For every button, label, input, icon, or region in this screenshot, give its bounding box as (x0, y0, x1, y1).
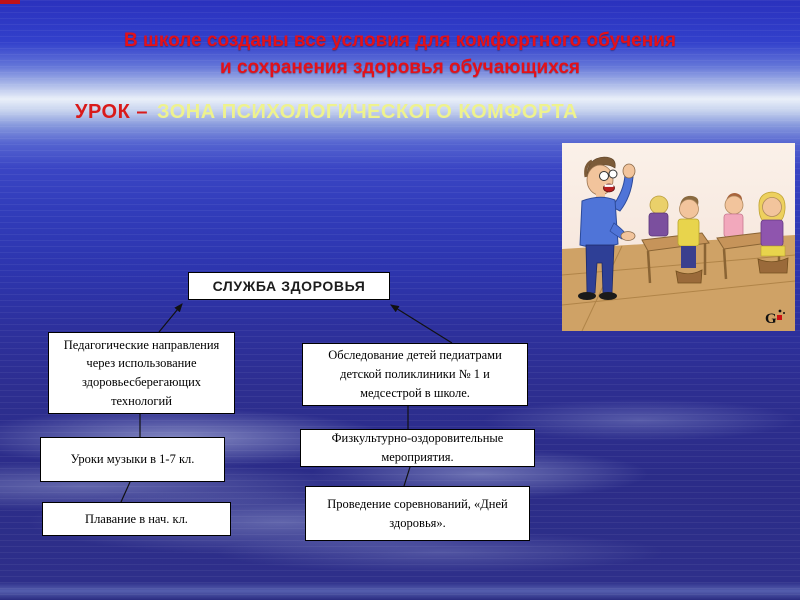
connector-right-2-3 (404, 467, 410, 486)
diagram-left-box-1: Педагогические направления через использование здоровьесберегающих технологий (48, 332, 235, 414)
diagram-root-box: СЛУЖБА ЗДОРОВЬЯ (188, 272, 390, 300)
logo-letter: G (765, 311, 777, 327)
diagram-right-box-2: Физкультурно-оздоровительные мероприятия. (300, 429, 535, 467)
slide-subtitle (75, 101, 578, 124)
subtitle-lead: УРОК – (75, 101, 148, 123)
diagram-right-box-1: Обследование детей педиатрами детской поликлиники № 1 и медсестрой в школе. (302, 343, 528, 406)
diagram-right-box-3: Проведение соревнований, «Дней здоровья». (305, 486, 530, 541)
arrow-left-to-root (159, 304, 182, 332)
subtitle-rest: ЗОНА ПСИХОЛОГИЧЕСКОГО КОМФОРТА (156, 101, 578, 123)
arrow-right-to-root (391, 305, 452, 343)
diagram-left-box-3: Плавание в нач. кл. (42, 502, 231, 536)
title-line-2: и сохранения здоровья обучающихся (220, 57, 580, 78)
classroom-illustration (562, 143, 795, 331)
slide-title (40, 27, 760, 81)
diagram-left-box-2: Уроки музыки в 1-7 кл. (40, 437, 225, 482)
title-line-1: В школе созданы все условия для комфортного обучения (124, 30, 676, 51)
corner-accent (0, 0, 20, 4)
connector-left-2-3 (121, 482, 130, 502)
